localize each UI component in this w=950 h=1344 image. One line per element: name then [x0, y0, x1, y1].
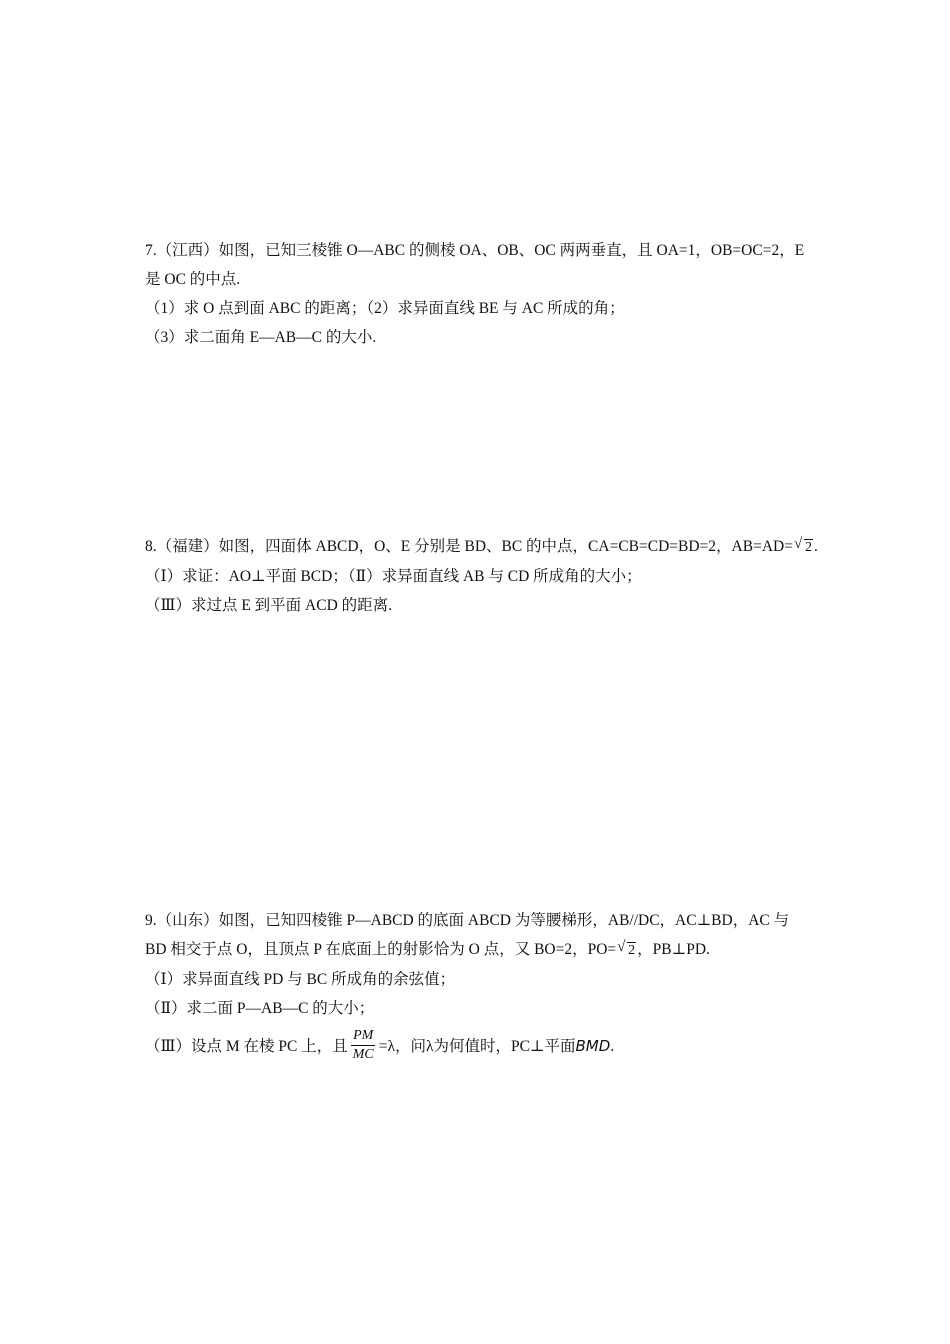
fraction-numerator: PM [351, 1027, 375, 1046]
problem-9-part-2: （Ⅱ）求二面 P—AB—C 的大小； [145, 1000, 375, 1017]
problem-8-line-1-end: . [813, 538, 818, 555]
problem-8-line-1 [145, 532, 818, 562]
sqrt-radicand: 2 [804, 540, 812, 555]
problem-8-part-1-2: （Ⅰ）求证：AO⊥平面 BCD；（Ⅱ）求异面直线 AB 与 CD 所成角的大小； [145, 568, 642, 585]
problem-8-part-3: （Ⅲ）求过点 E 到平面 ACD 的距离. [145, 597, 393, 614]
problem-9-part-3-question: =λ，问λ为何值时，PC⊥平面 [378, 1038, 576, 1055]
problem-7 [145, 236, 815, 352]
plane-bmd: BMD [575, 1037, 611, 1055]
problem-9-part-3 [145, 1023, 815, 1070]
problem-8-line-1-text: 8.（福建）如图，四面体 ABCD，O、E 分别是 BD、BC 的中点，CA=CB=CD=BD=2，AB=AD= [145, 538, 793, 555]
problem-9-part-1: （Ⅰ）求异面直线 PD 与 BC 所成角的余弦值； [145, 971, 456, 988]
problem-7-line-2: 是 OC 的中点. [145, 271, 241, 288]
sqrt-radicand: 2 [628, 943, 636, 958]
problem-9-part-3-end: . [610, 1038, 615, 1055]
problem-8 [145, 532, 818, 620]
problem-9-line-1: 9.（山东）如图，已知四棱锥 P—ABCD 的底面 ABCD 为等腰梯形，AB//DC，AC⊥BD，AC 与 [145, 912, 790, 929]
fraction-denominator: MC [352, 1046, 374, 1062]
problem-7-part-3: （3）求二面角 E—AB—C 的大小. [145, 329, 377, 346]
sqrt-symbol: √ 2 [793, 536, 812, 555]
problem-7-line-1: 7.（江西）如图，已知三棱锥 O—ABC 的侧棱 OA、OB、OC 两两垂直，且 OA=1，OB=OC=2，E [145, 242, 805, 259]
problem-9 [145, 906, 815, 1070]
fraction-pm-mc [351, 1027, 376, 1064]
problem-9-line-2-end: ，PB⊥PD. [637, 941, 710, 958]
problem-9-part-3-text: （Ⅲ）设点 M 在棱 PC 上，且 [145, 1038, 348, 1055]
problem-7-part-1-2: （1）求 O 点到面 ABC 的距离；（2）求异面直线 BE 与 AC 所成的角； [145, 300, 625, 317]
sqrt-symbol: √ 2 [617, 939, 636, 958]
problem-9-line-2 [145, 935, 815, 965]
problem-9-line-2-text: BD 相交于点 O，且顶点 P 在底面上的射影恰为 O 点，又 BO=2，PO= [145, 941, 617, 958]
